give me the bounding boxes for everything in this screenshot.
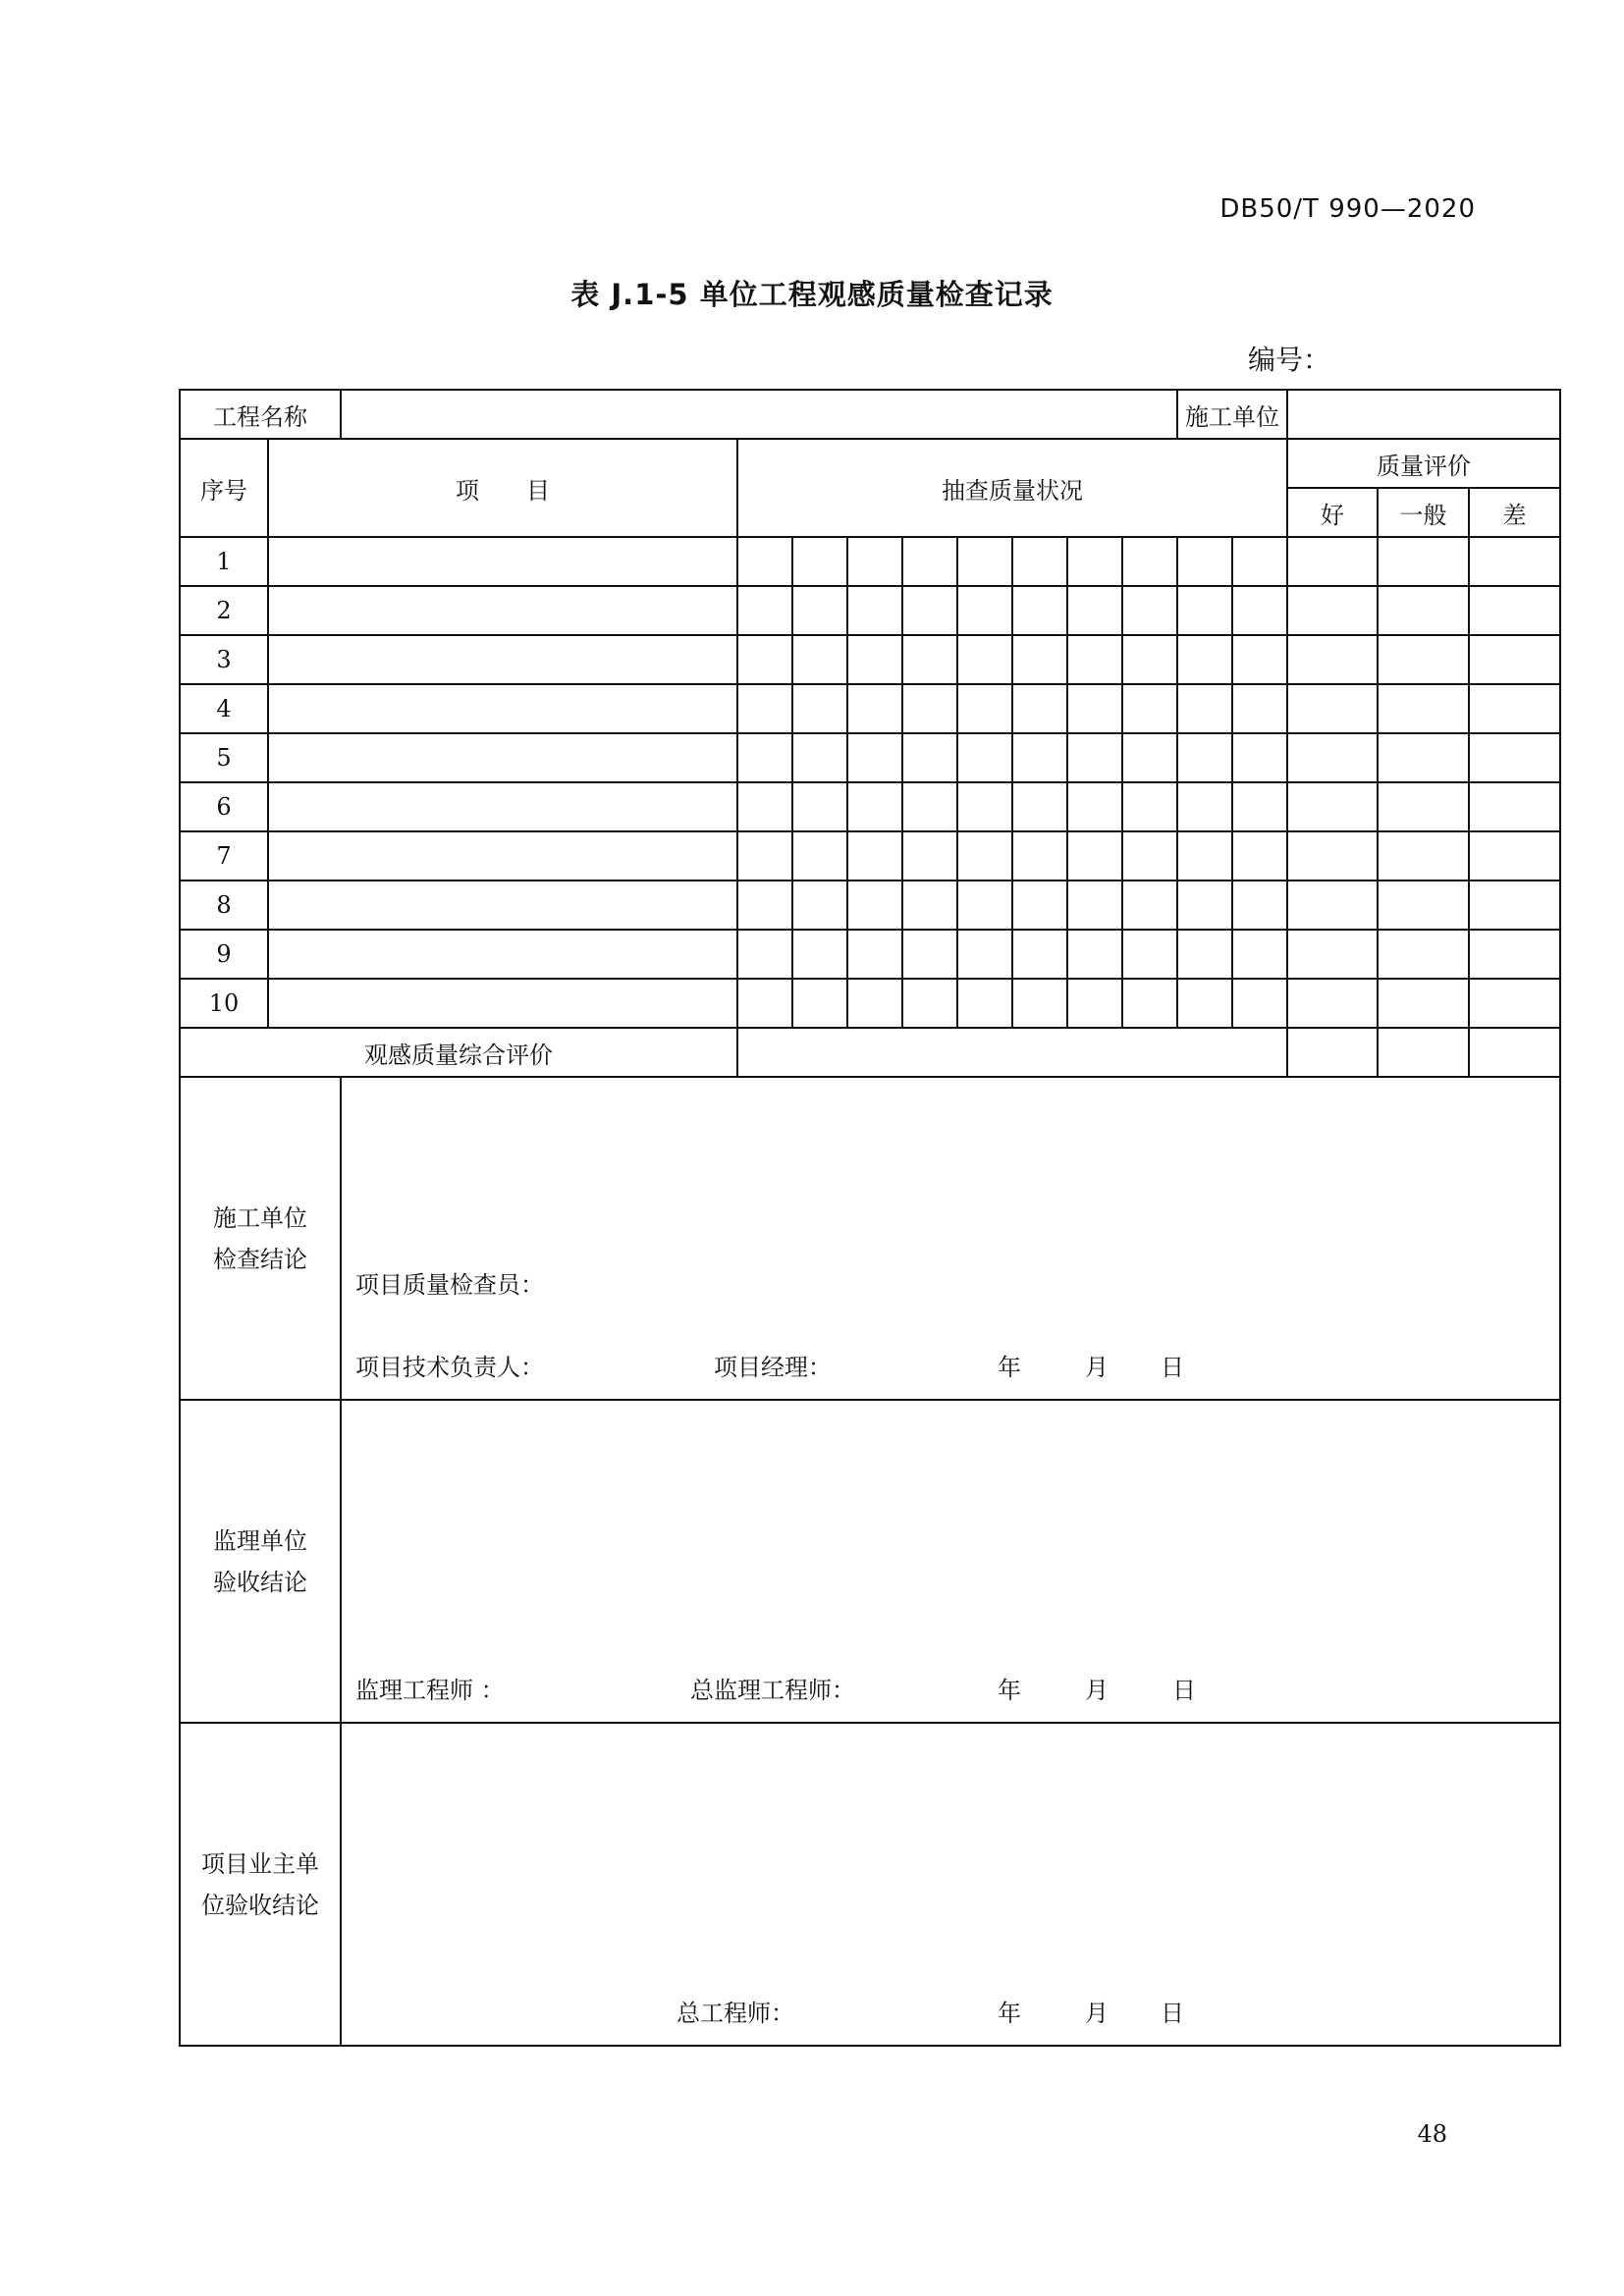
sample-cell[interactable] [792,831,847,881]
overall-rating-row [180,1028,1560,1077]
sample-cell[interactable] [1122,979,1177,1028]
sample-cell[interactable] [1012,537,1067,586]
sample-cell[interactable] [737,635,792,684]
rating-fair-cell[interactable] [1378,635,1469,684]
overall-rating-field[interactable] [737,1028,1287,1077]
table-row [180,881,1560,930]
rating-poor-cell[interactable] [1469,537,1560,586]
sample-cell[interactable] [1012,979,1067,1028]
sample-cell[interactable] [1232,831,1287,881]
row-number: 8 [180,881,268,930]
sample-cell[interactable] [1067,782,1122,831]
sample-cell[interactable] [1122,930,1177,979]
col-header-sampling: 抽查质量状况 [737,439,1287,537]
sample-cell[interactable] [1067,586,1122,635]
row-number: 6 [180,782,268,831]
sample-cell[interactable] [1122,586,1177,635]
project-name-label: 工程名称 [180,390,341,439]
quality-inspector-label: 项目质量检查员： [355,1271,544,1299]
sample-cell[interactable] [957,979,1012,1028]
date-year-label: 年 [998,1677,1021,1704]
rating-good-cell[interactable] [1287,979,1378,1028]
sample-cell[interactable] [902,537,957,586]
sample-cell[interactable] [847,635,902,684]
item-cell[interactable] [268,733,737,782]
sample-cell[interactable] [847,684,902,733]
owner-conclusion-row [180,1723,1560,2046]
rating-poor-cell[interactable] [1469,684,1560,733]
sample-cell[interactable] [1232,684,1287,733]
date-day-label: 日 [1161,1354,1184,1381]
sample-cell[interactable] [1177,930,1232,979]
rating-fair-cell[interactable] [1378,930,1469,979]
table-row [180,782,1560,831]
item-cell[interactable] [268,831,737,881]
sample-cell[interactable] [902,979,957,1028]
item-cell[interactable] [268,586,737,635]
row-number: 10 [180,979,268,1028]
page-number: 48 [1417,2120,1447,2148]
rating-good-cell[interactable] [1287,537,1378,586]
rating-poor-cell[interactable] [1469,881,1560,930]
rating-fair-cell[interactable] [1378,979,1469,1028]
project-info-row [180,390,1560,439]
row-number: 9 [180,930,268,979]
table-row [180,979,1560,1028]
row-number: 5 [180,733,268,782]
sample-cell[interactable] [847,881,902,930]
sample-cell[interactable] [737,733,792,782]
rating-fair-cell[interactable] [1378,537,1469,586]
rating-good-cell[interactable] [1287,831,1378,881]
sample-cell[interactable] [902,586,957,635]
sample-cell[interactable] [792,979,847,1028]
sample-cell[interactable] [1177,733,1232,782]
sample-cell[interactable] [902,831,957,881]
contractor-conclusion-label: 施工单位 检查结论 [180,1077,341,1400]
sample-cell[interactable] [1012,930,1067,979]
sample-cell[interactable] [737,537,792,586]
sample-cell[interactable] [1177,684,1232,733]
sample-cell[interactable] [957,930,1012,979]
rating-good-cell[interactable] [1287,684,1378,733]
sample-cell[interactable] [1122,684,1177,733]
supervising-engineer-label: 监理工程师 ： [355,1677,505,1704]
serial-number-label: 编号： [1248,344,1331,376]
date-year-label: 年 [998,1354,1021,1381]
rating-fair-cell[interactable] [1378,881,1469,930]
rating-good-cell[interactable] [1287,930,1378,979]
rating-poor-cell[interactable] [1469,782,1560,831]
sample-cell[interactable] [902,635,957,684]
sample-cell[interactable] [1122,635,1177,684]
sample-cell[interactable] [847,586,902,635]
sample-cell[interactable] [957,782,1012,831]
tech-lead-label: 项目技术负责人： [355,1354,544,1381]
contractor-conclusion-field[interactable] [341,1077,1560,1400]
rating-fair-cell[interactable] [1378,782,1469,831]
sample-cell[interactable] [1067,979,1122,1028]
rating-poor-cell[interactable] [1469,586,1560,635]
table-row [180,684,1560,733]
contractor-conclusion-row [180,1077,1560,1400]
sample-cell[interactable] [957,684,1012,733]
table-row [180,586,1560,635]
sample-cell[interactable] [1012,733,1067,782]
rating-good-header: 好 [1287,488,1378,537]
row-number: 3 [180,635,268,684]
sample-cell[interactable] [1232,782,1287,831]
supervisor-conclusion-row [180,1400,1560,1723]
sample-cell[interactable] [792,684,847,733]
rating-fair-cell[interactable] [1378,831,1469,881]
sample-cell[interactable] [1012,684,1067,733]
item-cell[interactable] [268,881,737,930]
owner-conclusion-field[interactable] [341,1723,1560,2046]
chief-supervising-engineer-label: 总监理工程师： [690,1677,855,1704]
sample-cell[interactable] [902,930,957,979]
sample-cell[interactable] [1232,930,1287,979]
rating-fair-cell[interactable] [1378,684,1469,733]
sample-cell[interactable] [1177,537,1232,586]
date-day-label: 日 [1172,1677,1196,1704]
col-header-no: 序号 [180,439,268,537]
sample-cell[interactable] [847,537,902,586]
sample-cell[interactable] [792,881,847,930]
rating-good-cell[interactable] [1287,1028,1378,1077]
sample-cell[interactable] [902,881,957,930]
sample-cell[interactable] [1177,782,1232,831]
col-header-item: 项 目 [268,439,737,537]
inspection-record-table [179,389,1561,2047]
chief-engineer-label: 总工程师： [677,2000,794,2027]
item-cell[interactable] [268,979,737,1028]
project-manager-label: 项目经理： [714,1354,832,1381]
rating-poor-cell[interactable] [1469,831,1560,881]
sample-cell[interactable] [1122,831,1177,881]
date-month-label: 月 [1085,1677,1109,1704]
row-number: 2 [180,586,268,635]
rating-fair-cell[interactable] [1378,1028,1469,1077]
sample-cell[interactable] [847,930,902,979]
sample-cell[interactable] [1067,733,1122,782]
table-title: 表 J.1-5 单位工程观感质量检查记录 [570,278,1054,311]
sample-cell[interactable] [737,586,792,635]
sample-cell[interactable] [1232,979,1287,1028]
document-code: DB50/T 990—2020 [1219,194,1476,224]
rating-good-cell[interactable] [1287,733,1378,782]
table-row [180,733,1560,782]
sample-cell[interactable] [1067,930,1122,979]
sample-cell[interactable] [737,831,792,881]
sample-cell[interactable] [792,930,847,979]
sample-cell[interactable] [957,831,1012,881]
sample-cell[interactable] [902,782,957,831]
contractor-label: 施工单位 [1177,390,1287,439]
rating-poor-cell[interactable] [1469,979,1560,1028]
sample-cell[interactable] [1177,586,1232,635]
rating-poor-cell[interactable] [1469,1028,1560,1077]
rating-poor-cell[interactable] [1469,930,1560,979]
item-cell[interactable] [268,684,737,733]
rating-good-cell[interactable] [1287,635,1378,684]
sample-cell[interactable] [1177,831,1232,881]
row-number: 1 [180,537,268,586]
date-day-label: 日 [1161,2000,1184,2027]
item-cell[interactable] [268,930,737,979]
sample-cell[interactable] [737,684,792,733]
row-number: 7 [180,831,268,881]
sample-cell[interactable] [902,684,957,733]
sample-cell[interactable] [1067,684,1122,733]
sample-cell[interactable] [1122,733,1177,782]
sample-cell[interactable] [1232,733,1287,782]
sample-cell[interactable] [957,881,1012,930]
header-row-1 [180,439,1560,488]
sample-cell[interactable] [1012,831,1067,881]
sample-cell[interactable] [737,930,792,979]
sample-cell[interactable] [792,537,847,586]
owner-conclusion-label: 项目业主单 位验收结论 [180,1723,341,2046]
rating-fair-cell[interactable] [1378,733,1469,782]
overall-rating-label: 观感质量综合评价 [180,1028,737,1077]
sample-cell[interactable] [1177,635,1232,684]
sample-cell[interactable] [1067,635,1122,684]
sample-cell[interactable] [1232,537,1287,586]
sample-cell[interactable] [847,831,902,881]
sample-cell[interactable] [1232,586,1287,635]
project-name-field[interactable] [341,390,1177,439]
date-month-label: 月 [1085,1354,1109,1381]
table-row [180,930,1560,979]
contractor-field[interactable] [1287,390,1560,439]
col-header-rating: 质量评价 [1287,439,1560,488]
sample-cell[interactable] [1177,979,1232,1028]
sample-cell[interactable] [957,733,1012,782]
sample-cell[interactable] [1012,782,1067,831]
sample-cell[interactable] [1122,881,1177,930]
table-row [180,831,1560,881]
sample-cell[interactable] [957,586,1012,635]
sample-cell[interactable] [1177,881,1232,930]
sample-cell[interactable] [1122,782,1177,831]
item-cell[interactable] [268,782,737,831]
sample-cell[interactable] [792,586,847,635]
table-row [180,635,1560,684]
sample-cell[interactable] [1012,635,1067,684]
sample-cell[interactable] [902,733,957,782]
rating-fair-header: 一般 [1378,488,1469,537]
supervisor-conclusion-field[interactable] [341,1400,1560,1723]
rating-poor-cell[interactable] [1469,733,1560,782]
supervisor-conclusion-label: 监理单位 验收结论 [180,1400,341,1723]
sample-cell[interactable] [737,881,792,930]
sample-cell[interactable] [847,733,902,782]
rating-good-cell[interactable] [1287,782,1378,831]
date-year-label: 年 [998,2000,1021,2027]
sample-cell[interactable] [737,782,792,831]
sample-cell[interactable] [1067,537,1122,586]
sample-cell[interactable] [1122,537,1177,586]
date-month-label: 月 [1085,2000,1109,2027]
sample-cell[interactable] [957,635,1012,684]
sample-cell[interactable] [1232,635,1287,684]
rating-poor-cell[interactable] [1469,635,1560,684]
sample-cell[interactable] [1012,881,1067,930]
rating-good-cell[interactable] [1287,586,1378,635]
sample-cell[interactable] [957,537,1012,586]
sample-cell[interactable] [792,635,847,684]
row-number: 4 [180,684,268,733]
sample-cell[interactable] [847,979,902,1028]
sample-cell[interactable] [1232,881,1287,930]
sample-cell[interactable] [792,782,847,831]
rating-fair-cell[interactable] [1378,586,1469,635]
item-cell[interactable] [268,635,737,684]
sample-cell[interactable] [792,733,847,782]
sample-cell[interactable] [1067,831,1122,881]
sample-cell[interactable] [847,782,902,831]
item-cell[interactable] [268,537,737,586]
sample-cell[interactable] [1012,586,1067,635]
rating-poor-header: 差 [1469,488,1560,537]
sample-cell[interactable] [1067,881,1122,930]
rating-good-cell[interactable] [1287,881,1378,930]
table-row [180,537,1560,586]
sample-cell[interactable] [737,979,792,1028]
